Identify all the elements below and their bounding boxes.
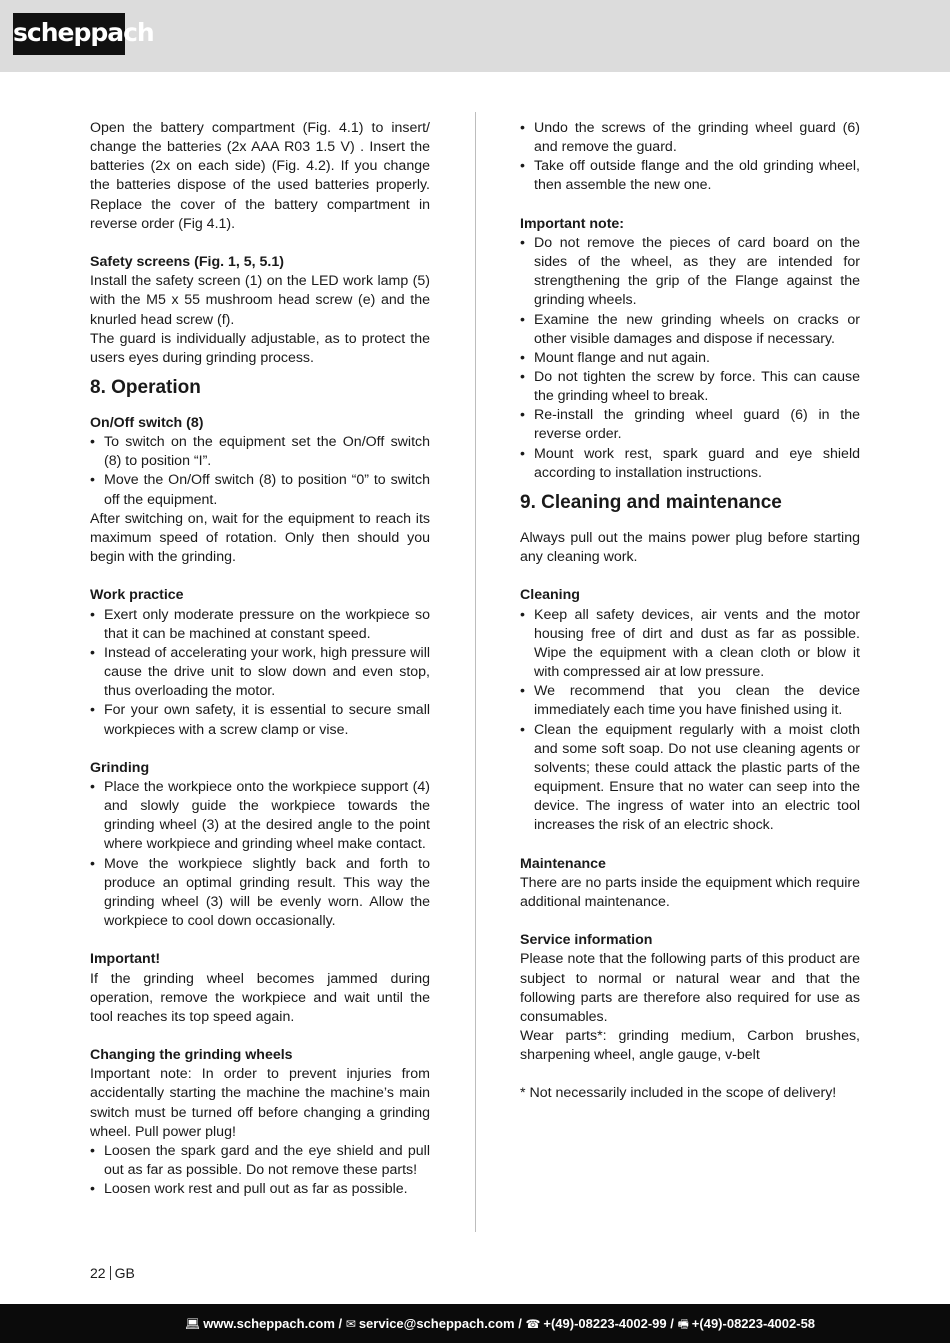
changing-wheels-list — [90, 1142, 430, 1199]
list-item: • We recommend that you clean the device immediately each time you have finished using it. — [520, 682, 860, 720]
important-heading: Important! — [90, 951, 161, 968]
brand-logo: scheppach — [13, 13, 125, 55]
maintenance-text: There are no parts inside the equipment which require additional maintenance. — [520, 874, 860, 910]
list-item: • Take off outside flange and the old grinding wheel, then assemble the new one. — [520, 157, 860, 195]
list-item: • For your own safety, it is essential to secure small workpieces with a screw clamp or vise. — [90, 701, 430, 739]
right-column — [520, 119, 860, 1104]
safety-screens-text-2: The guard is individually adjustable, as to protect the users eyes during grinding process. — [90, 330, 430, 366]
footer-phone: +(49)-08223-4002-99 / — [543, 1316, 674, 1331]
cleaning-maintenance-section-heading: 9. Cleaning and maintenance — [520, 491, 782, 513]
footer-website-link[interactable]: www.scheppach.com / — [203, 1316, 343, 1331]
cleaning-heading: Cleaning — [520, 587, 580, 604]
list-item: • Exert only moderate pressure on the workpiece so that it can be machined at constant speed. — [90, 606, 430, 644]
column-divider — [475, 112, 476, 1232]
page-number-value: 22 — [90, 1265, 106, 1281]
computer-icon: 💻︎ — [184, 1317, 201, 1331]
footer-email-link[interactable]: service@scheppach.com / — [358, 1316, 522, 1331]
list-item: • Mount work rest, spark guard and eye shield according to installation instructions. — [520, 445, 860, 483]
list-item: • To switch on the equipment set the On/Off switch (8) to position “I”. — [90, 433, 430, 471]
list-item: • Do not tighten the screw by force. This can cause the grinding wheel to break. — [520, 368, 860, 406]
list-item: • Examine the new grinding wheels on cracks or other visible damages and dispose if necessary. — [520, 311, 860, 349]
important-text: If the grinding wheel becomes jammed during operation, remove the workpiece and wait until the tool reaches its top speed again. — [90, 970, 430, 1025]
safety-screens-heading: Safety screens (Fig. 1, 5, 5.1) — [90, 254, 284, 271]
grinding-heading: Grinding — [90, 759, 150, 776]
important-note-list — [520, 234, 860, 483]
page-number-separator — [110, 1266, 111, 1280]
left-column — [90, 119, 430, 1199]
page-number — [90, 1264, 135, 1282]
footer-contacts — [0, 1315, 950, 1333]
service-information-text: Please note that the following parts of this product are subject to normal or natural wear and that the following parts are therefore also required for use as consumables. — [520, 951, 860, 1025]
changing-wheels-heading: Changing the grinding wheels — [90, 1047, 293, 1064]
service-information-heading: Service information — [520, 932, 653, 949]
header-bar — [0, 0, 950, 72]
page-language: GB — [114, 1265, 135, 1281]
list-item: • Clean the equipment regularly with a moist cloth and some soft soap. Do not use cleaning agents or solvents; these could attack the plastic parts of the equipment. Ensure that no water can seep into the device. The ingress of water into an electric tool increases the risk of an electric shock. — [520, 721, 860, 836]
list-item: • Place the workpiece onto the workpiece support (4) and slowly guide the workpiece towards the grinding wheel (3) at the desired angle to the point where workpiece and grinding wheel make contact. — [90, 778, 430, 855]
list-item: • Loosen the spark gard and the eye shield and pull out as far as possible. Do not remove these parts! — [90, 1142, 430, 1180]
maintenance-heading: Maintenance — [520, 855, 606, 872]
cleaning-list — [520, 606, 860, 836]
list-item: • Do not remove the pieces of card board on the sides of the wheel, as they are intended for strengthening the grip of the Flange against the grinding wheels. — [520, 234, 860, 311]
cleaning-intro-text: Always pull out the mains power plug before starting any cleaning work. — [520, 529, 860, 566]
list-item: • Move the On/Off switch (8) to position “0” to switch off the equipment. — [90, 471, 430, 509]
list-item: • Re-install the grinding wheel guard (6) in the reverse order. — [520, 406, 860, 444]
list-item: • Instead of accelerating your work, high pressure will cause the drive unit to slow down and even stop, thus overloading the motor. — [90, 644, 430, 701]
operation-section-heading: 8. Operation — [90, 377, 201, 399]
onoff-switch-heading: On/Off switch (8) — [90, 415, 204, 432]
battery-paragraph: Open the battery compartment (Fig. 4.1) to insert/ change the batteries (2x AAA R03 1.5 V) . Insert the batteries (2x on each side) (Fig. 4.2). If you change the batteries dispose of the used batteries properly. Replace the cover of the battery compartment in reverse order (Fig 4.1). — [90, 120, 430, 232]
onoff-switch-list — [90, 433, 430, 510]
safety-screens-text-1: Install the safety screen (1) on the LED work lamp (5) with the M5 x 55 mushroom head screw (e) and the knurled head screw (f). — [90, 273, 430, 328]
wheel-removal-list — [520, 119, 860, 196]
work-practice-list — [90, 606, 430, 740]
footer-fax: +(49)-08223-4002-58 — [691, 1316, 816, 1331]
list-item: • Undo the screws of the grinding wheel guard (6) and remove the guard. — [520, 119, 860, 157]
phone-icon: ☎ — [525, 1317, 541, 1331]
important-note-heading: Important note: — [520, 215, 625, 232]
changing-wheels-text: Important note: In order to prevent injuries from accidentally starting the machine the machine’s main switch must be turned off before changing a grinding wheel. Pull power plug! — [90, 1066, 430, 1140]
wear-parts-text: Wear parts*: grinding medium, Carbon brushes, sharpening wheel, angle gauge, v-belt — [520, 1027, 860, 1064]
fax-icon: 🖷︎ — [677, 1317, 689, 1331]
work-practice-heading: Work practice — [90, 587, 184, 604]
footer-bar — [0, 1304, 950, 1343]
list-item: • Loosen work rest and pull out as far as possible. — [90, 1180, 430, 1199]
onoff-switch-text: After switching on, wait for the equipment to reach its maximum speed of rotation. Only then should you begin with the grinding. — [90, 510, 430, 566]
list-item: • Keep all safety devices, air vents and the motor housing free of dirt and dust as far as possible. Wipe the equipment with a clean cloth or blow it with compressed air at low pressure. — [520, 606, 860, 683]
list-item: • Mount flange and nut again. — [520, 349, 860, 368]
grinding-list — [90, 778, 430, 931]
mail-icon: ✉ — [345, 1317, 356, 1331]
delivery-footnote: * Not necessarily included in the scope of delivery! — [520, 1085, 837, 1102]
list-item: • Move the workpiece slightly back and forth to produce an optimal grinding result. This way the grinding wheel (3) will be evenly worn. Allow the workpiece to cool down occasionally. — [90, 855, 430, 932]
